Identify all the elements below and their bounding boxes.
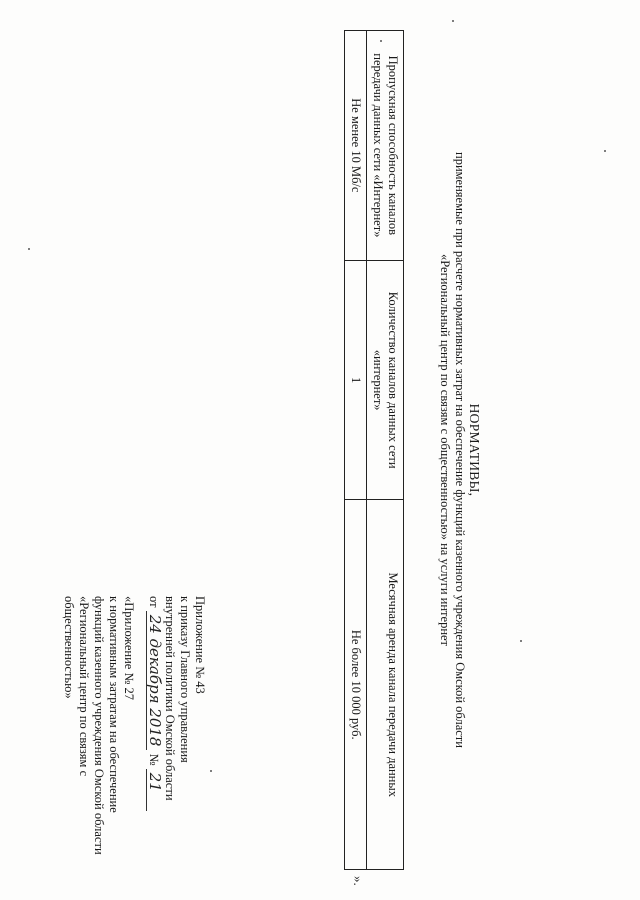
table-header-cell: Месячная аренда канала передачи данных [367,500,404,870]
date-prefix: от [147,596,161,608]
sub-header-line: функций казенного учреждения Омской области [92,596,106,855]
title-subtitle: применяемые при расчете нормативных затрат на обеспечение функций казенного учреждения Омской области [453,152,467,748]
norms-table [344,30,404,870]
number-prefix: № [147,753,161,766]
handwritten-number: 21 [146,769,162,811]
table-cell: Не более 10 000 руб. [345,500,367,870]
title-subtitle: «Региональный центр по связям с общественностью» на услуги интернет [438,253,452,647]
table-cell: Не менее 10 Мб/с [345,31,367,261]
sub-header-line: к нормативным затратам на обеспечение [107,596,121,813]
sub-header-line: «Региональный центр по связям с [77,596,91,777]
sub-header-line: «Приложение № 27 [122,596,136,701]
header-line: к приказу Главного управления [178,596,192,763]
header-line: внутренней политики Омской области [163,596,177,801]
appendix-header [61,596,207,896]
handwritten-date: 24 декабря 2018 [146,611,162,751]
sub-header-line: общественностью» [62,596,76,699]
table-row [345,31,367,870]
table-header-cell: Пропускная способность каналов передачи данных сети «Интернет» [367,31,404,261]
table-header-cell: Количество каналов данных сети «интернет» [367,260,404,500]
table-header-row [367,31,404,870]
order-date-line [146,596,162,896]
closing-quote-mark: ». [351,876,366,886]
header-line: Приложение № 43 [193,596,207,694]
document-title [437,30,482,870]
title-main: НОРМАТИВЫ, [467,403,482,497]
table-cell: 1 [345,260,367,500]
